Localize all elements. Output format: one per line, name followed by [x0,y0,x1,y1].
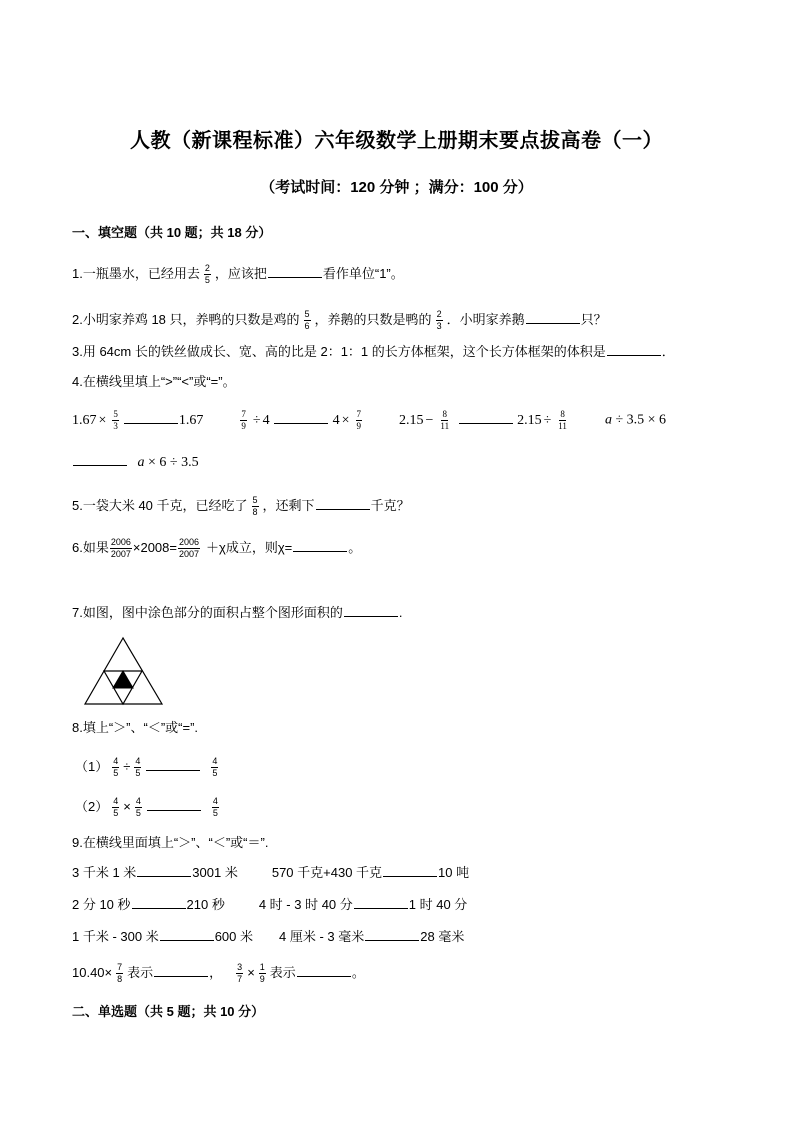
numerator: 5 [252,495,258,505]
fraction [112,796,119,819]
times-sign: × [247,964,255,980]
q9-row-2 [72,896,467,914]
q1-prefix: 1.一瓶墨水，已经用去 [72,265,200,281]
numerator: 2006 [178,537,200,547]
denominator: 9 [241,421,246,431]
denominator: 7 [237,974,243,984]
item-label: （1） [75,758,109,774]
expr-left: 570 千克+430 千克 [271,865,383,880]
times-sign: × [123,798,131,814]
q8-item-1 [75,756,222,779]
answer-blank-q8-1[interactable] [146,758,200,771]
denominator: 8 [117,974,123,984]
numerator: 5 [304,309,310,319]
numerator: 7 [117,962,123,972]
q3-text: 3.用 64cm 长的铁丝做成长、宽、高的比是 2：1：1 的长方体框架，这个长方体框架的体积是 [72,344,606,359]
operand: 2.15 [517,412,542,428]
page-subtitle: （考试时间：120 分钟 ；满分：100 分） [260,179,533,196]
question-3 [72,343,675,361]
expr-right: 3001 米 [192,865,238,880]
page-title: 人教（新课程标准）六年级数学上册期末要点拔高卷（一） [130,130,663,152]
expr-right: 10 吨 [438,865,470,880]
numerator: 8 [442,409,447,419]
denominator: 3 [436,321,442,331]
expr-left: 4 厘米 - 3 毫米 [279,929,365,944]
numerator: 4 [113,756,119,766]
answer-blank-q1[interactable] [268,265,322,278]
denominator: 5 [113,768,119,778]
q4-item-4-left [605,413,666,428]
q5-suffix: 千克？ [370,497,410,513]
numerator: 4 [113,796,119,806]
q6-suffix: 。 [348,539,362,555]
expr-left: 4 时 - 3 时 40 分 [258,897,353,912]
denominator: 9 [356,421,361,431]
q10-mid: 表示 [127,964,154,980]
fraction [134,756,141,779]
fraction [557,409,568,432]
denominator: 5 [135,808,141,818]
denominator: 9 [259,974,265,984]
q3-suffix: ． [661,344,675,359]
denominator: 11 [558,421,567,431]
q6-mid: ×2008= [132,539,177,555]
q6-fraction-1 [110,537,132,560]
variable-a: a [137,455,145,470]
numerator: 2 [204,263,210,273]
fraction [112,409,119,432]
denominator: 2007 [178,549,200,559]
q7-suffix: . [398,605,403,620]
times-sign: × [341,412,350,428]
answer-blank-q2[interactable] [526,311,580,324]
divide-sign: ÷ [123,758,131,774]
variable-a: a [604,412,612,428]
numerator: 2 [436,309,442,319]
question-2 [72,309,607,332]
divide-sign: ÷ [543,412,552,428]
operand: 2.15 [399,412,424,428]
answer-blank-q10-1[interactable] [154,964,208,977]
answer-blank-q9-2[interactable] [383,864,437,877]
numerator: 4 [212,756,218,766]
denominator: 6 [304,321,310,331]
answer-blank-q9-6[interactable] [365,928,419,941]
operand: 1.67 [72,412,97,428]
numerator: 7 [356,409,361,419]
question-4: 4.在横线里填上“>”“<”或“=”。 [72,374,236,389]
answer-blank-q4-3[interactable] [459,411,513,424]
numerator: 4 [135,756,141,766]
q1-fraction [204,263,211,286]
expr-left: 2 分 10 秒 [72,897,131,912]
answer-blank-q9-4[interactable] [354,896,408,909]
numerator: 2006 [110,537,131,547]
answer-blank-q4-2[interactable] [274,411,328,424]
q4-item-3 [399,409,575,431]
answer-blank-q9-3[interactable] [132,896,186,909]
numerator: 3 [237,962,243,972]
question-6 [72,537,361,560]
answer-blank-q7[interactable] [344,604,398,617]
question-1 [72,263,404,286]
question-9: 9.在横线里面填上“＞”、“＜”或“＝”. [72,835,269,850]
q9-row-1 [72,864,469,882]
answer-blank-q10-2[interactable] [297,964,351,977]
numerator: 8 [560,409,565,419]
expr-right: 28 毫米 [420,929,465,944]
denominator: 8 [252,507,258,517]
answer-blank-q4-1[interactable] [124,411,178,424]
fraction [211,756,218,779]
q8-item-2 [75,796,223,819]
fraction [236,962,243,985]
q2-mid: ，养鹅的只数是鸭的 [314,311,432,327]
operand: 4 [262,412,270,428]
fraction [212,796,219,819]
numerator: 7 [241,409,246,419]
question-5 [72,495,410,518]
fraction [356,409,363,432]
fraction [240,409,247,432]
expr-left: 1 千米 - 300 米 [72,929,159,944]
q6-prefix: 6.如果 [72,539,109,555]
question-8: 8.填上“＞”、“＜”或“=”. [72,720,199,735]
section-heading-single-choice: 二、单选题（共 5 题；共 10 分） [72,1004,265,1019]
q2-fraction-2 [436,309,443,332]
item-label: （2） [75,798,109,814]
denominator: 3 [113,421,118,431]
denominator: 5 [113,808,119,818]
q6-mid2: ＋χ成立，则χ= [206,539,293,555]
denominator: 5 [204,275,210,285]
fraction [259,962,266,985]
answer-blank-q4-4[interactable] [73,453,127,466]
answer-blank-q9-1[interactable] [137,864,191,877]
operand: 1.67 [178,412,204,428]
q2-mid2: ．小明家养鹅 [446,311,525,327]
q10-prefix: 10.40× [72,964,113,980]
expr-left: 3 千米 1 米 [72,865,137,880]
denominator: 11 [440,421,450,431]
q2-suffix: 只？ [580,311,607,327]
times-sign: × [98,412,107,428]
q7-text: 7.如图，图中涂色部分的面积占整个图形面积的 [72,605,343,620]
operand: 4 [332,412,340,428]
expression: × 6 ÷ 3.5 [148,455,199,470]
fraction [135,796,142,819]
expr-right: 210 秒 [186,897,225,912]
answer-blank-q8-2[interactable] [147,798,201,811]
expression: ÷ 3.5 × 6 [615,412,667,428]
q10-suffix: 。 [351,964,365,980]
q1-mid: ，应该把 [214,265,267,281]
q5-prefix: 5.一袋大米 40 千克，已经吃了 [72,497,248,513]
separator: ， [209,964,223,980]
q2-fraction-1 [304,309,311,332]
expr-right: 1 时 40 分 [408,897,468,912]
fraction [116,962,123,985]
divide-sign: ÷ [252,412,261,428]
q1-suffix: 看作单位“1”。 [322,265,404,281]
question-10 [72,962,365,985]
answer-blank-q9-5[interactable] [160,928,214,941]
expr-right: 600 米 [214,929,254,944]
answer-blank-q5[interactable] [316,497,370,510]
numerator: 1 [259,962,265,972]
q2-prefix: 2.小明家养鸡 18 只，养鸭的只数是鸡的 [72,311,300,327]
q9-row-3 [72,928,464,946]
fraction [112,756,119,779]
q4-items-row-2 [72,453,199,472]
numerator: 5 [113,409,118,419]
answer-blank-q6[interactable] [293,539,347,552]
question-7 [72,604,402,622]
shaded-triangle [113,671,133,688]
denominator: 2007 [110,549,131,559]
q4-items-row-1 [72,409,666,432]
fraction [439,409,450,432]
q6-fraction-2 [178,537,200,560]
q5-fraction [252,495,259,518]
section-heading-fill-blank: 一、填空题（共 10 题；共 18 分） [72,225,272,240]
q4-item-2 [236,409,369,431]
answer-blank-q3[interactable] [607,343,661,356]
triangle-figure [80,634,170,708]
q4-item-1 [72,409,207,431]
numerator: 4 [135,796,141,806]
minus-sign: − [425,412,434,428]
q5-mid: ，还剩下 [262,497,315,513]
denominator: 5 [212,808,218,818]
numerator: 4 [212,796,218,806]
denominator: 5 [135,768,141,778]
q10-mid2: 表示 [269,964,296,980]
denominator: 5 [212,768,218,778]
